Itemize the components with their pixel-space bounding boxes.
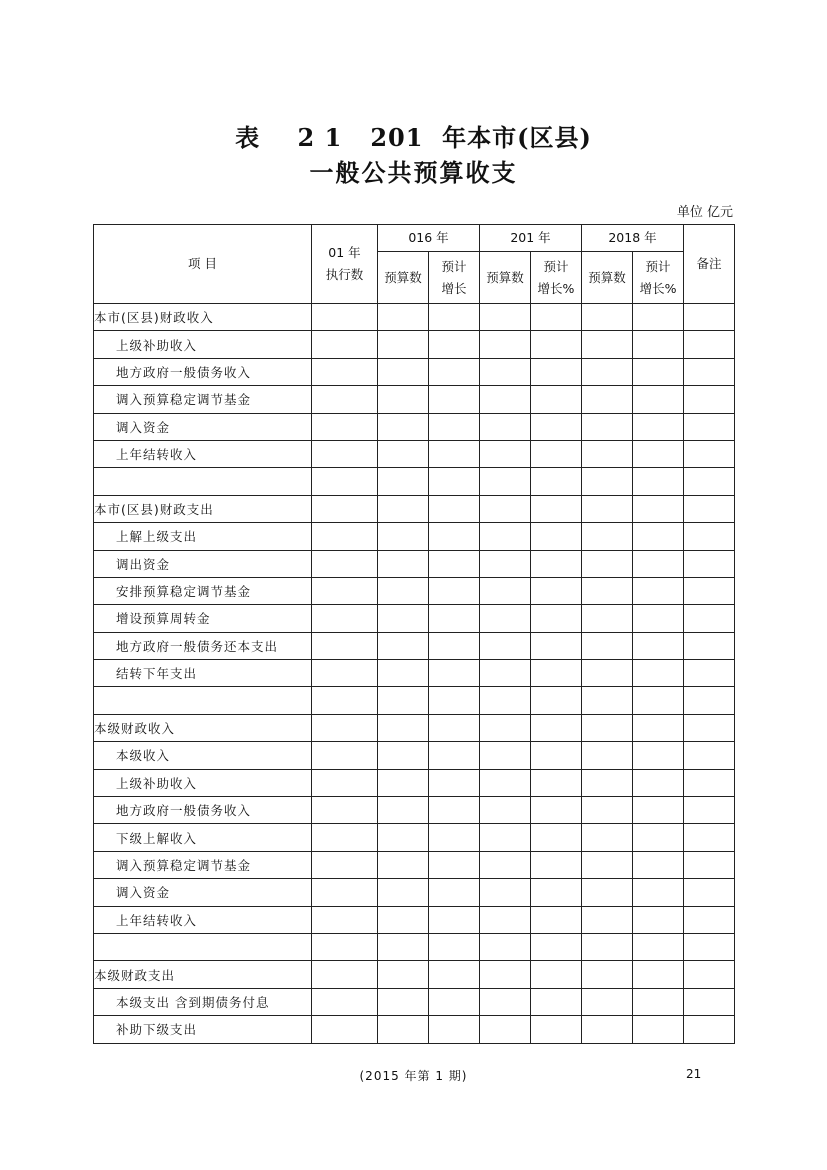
value-cell [429,358,480,385]
value-cell [429,714,480,741]
value-cell [312,797,378,824]
table-row [94,1016,735,1043]
value-cell [429,331,480,358]
value-cell [633,605,684,632]
value-cell [684,769,735,796]
header-item: 项 目 [94,225,312,304]
value-cell [480,577,531,604]
value-cell [684,577,735,604]
value-cell [480,906,531,933]
value-cell [684,906,735,933]
table-row [94,605,735,632]
value-cell [531,440,582,467]
value-cell [684,933,735,960]
value-cell [582,550,633,577]
value-cell [582,687,633,714]
value-cell [684,468,735,495]
value-cell [582,440,633,467]
table-row [94,714,735,741]
value-cell [429,304,480,331]
value-cell [582,797,633,824]
value-cell [531,660,582,687]
value-cell [531,906,582,933]
value-cell [531,988,582,1015]
value-cell [312,468,378,495]
table-row [94,933,735,960]
value-cell [480,550,531,577]
header-growth-2-line2: 增长% [537,280,575,296]
value-cell [312,331,378,358]
header-row-top [94,225,735,252]
value-cell [633,742,684,769]
value-cell [480,605,531,632]
page-number: 21 [686,1067,702,1081]
value-cell [633,851,684,878]
value-cell [378,468,429,495]
value-cell [480,386,531,413]
header-growth-1 [429,252,480,304]
table-row [94,577,735,604]
value-cell [684,550,735,577]
value-cell [633,331,684,358]
value-cell [312,523,378,550]
value-cell [582,961,633,988]
value-cell [312,742,378,769]
value-cell [531,1016,582,1043]
value-cell [582,523,633,550]
value-cell [582,331,633,358]
value-cell [684,440,735,467]
value-cell [531,304,582,331]
value-cell [378,851,429,878]
value-cell [312,824,378,851]
value-cell [480,495,531,522]
table-row [94,687,735,714]
value-cell [429,906,480,933]
value-cell [480,358,531,385]
value-cell [633,440,684,467]
table-row [94,386,735,413]
value-cell [582,1016,633,1043]
title-line-1: 表 2 1 201 年本市(区县) [235,123,592,152]
row-label: 本市(区县)财政收入 [94,304,312,331]
value-cell [633,824,684,851]
row-label: 本级收入 [94,742,312,769]
value-cell [378,714,429,741]
row-label: 上级补助收入 [94,331,312,358]
row-label [94,468,312,495]
value-cell [582,769,633,796]
value-cell [312,577,378,604]
value-cell [531,577,582,604]
value-cell [684,523,735,550]
value-cell [633,906,684,933]
value-cell [480,468,531,495]
value-cell [684,386,735,413]
value-cell [429,495,480,522]
value-cell [480,440,531,467]
table-row [94,523,735,550]
value-cell [429,468,480,495]
value-cell [531,879,582,906]
value-cell [480,879,531,906]
value-cell [531,769,582,796]
value-cell [531,632,582,659]
value-cell [312,386,378,413]
value-cell [429,386,480,413]
value-cell [429,1016,480,1043]
header-year-2: 201 年 [480,225,582,252]
value-cell [633,687,684,714]
value-cell [582,906,633,933]
value-cell [531,386,582,413]
table-row [94,961,735,988]
row-label: 本级财政收入 [94,714,312,741]
value-cell [531,605,582,632]
value-cell [312,440,378,467]
value-cell [312,687,378,714]
value-cell [684,632,735,659]
row-label: 下级上解收入 [94,824,312,851]
value-cell [378,440,429,467]
value-cell [480,331,531,358]
value-cell [531,933,582,960]
value-cell [378,769,429,796]
value-cell [582,605,633,632]
value-cell [633,413,684,440]
value-cell [378,550,429,577]
value-cell [582,824,633,851]
value-cell [429,687,480,714]
value-cell [378,988,429,1015]
value-cell [684,851,735,878]
value-cell [582,413,633,440]
value-cell [429,632,480,659]
value-cell [480,933,531,960]
value-cell [633,304,684,331]
value-cell [429,961,480,988]
row-label: 上级补助收入 [94,769,312,796]
value-cell [633,632,684,659]
value-cell [312,358,378,385]
value-cell [480,769,531,796]
value-cell [312,1016,378,1043]
value-cell [684,879,735,906]
value-cell [480,824,531,851]
row-label: 结转下年支出 [94,660,312,687]
value-cell [531,413,582,440]
table-row [94,797,735,824]
value-cell [684,358,735,385]
value-cell [378,879,429,906]
value-cell [582,468,633,495]
value-cell [312,769,378,796]
table-row [94,632,735,659]
value-cell [684,961,735,988]
value-cell [378,906,429,933]
value-cell [480,523,531,550]
value-cell [531,851,582,878]
value-cell [684,605,735,632]
table-row [94,550,735,577]
header-growth-1-line1: 预计 [441,258,467,274]
value-cell [684,1016,735,1043]
header-budget-3: 预算数 [582,252,633,304]
table-row [94,495,735,522]
value-cell [633,797,684,824]
value-cell [684,413,735,440]
value-cell [684,495,735,522]
value-cell [378,1016,429,1043]
value-cell [429,742,480,769]
value-cell [582,879,633,906]
value-cell [378,797,429,824]
value-cell [633,660,684,687]
value-cell [480,632,531,659]
value-cell [378,632,429,659]
value-cell [582,495,633,522]
value-cell [633,933,684,960]
value-cell [378,386,429,413]
value-cell [312,632,378,659]
value-cell [582,714,633,741]
value-cell [312,304,378,331]
value-cell [312,714,378,741]
value-cell [378,687,429,714]
value-cell [582,358,633,385]
table-row [94,988,735,1015]
value-cell [633,386,684,413]
table-row [94,413,735,440]
value-cell [312,988,378,1015]
value-cell [633,879,684,906]
value-cell [531,824,582,851]
value-cell [684,824,735,851]
table-row [94,851,735,878]
value-cell [480,1016,531,1043]
header-year-3: 2018 年 [582,225,684,252]
value-cell [480,660,531,687]
row-label: 增设预算周转金 [94,605,312,632]
value-cell [582,933,633,960]
table-row [94,769,735,796]
value-cell [480,988,531,1015]
value-cell [633,1016,684,1043]
value-cell [378,824,429,851]
value-cell [429,933,480,960]
value-cell [378,742,429,769]
header-exec-year: 01 年 [328,245,361,260]
value-cell [378,304,429,331]
table-row [94,331,735,358]
value-cell [633,550,684,577]
value-cell [531,468,582,495]
row-label: 补助下级支出 [94,1016,312,1043]
value-cell [429,605,480,632]
row-label: 调入资金 [94,879,312,906]
value-cell [582,742,633,769]
row-label: 调入预算稳定调节基金 [94,851,312,878]
value-cell [582,304,633,331]
value-cell [378,523,429,550]
value-cell [684,742,735,769]
value-cell [480,714,531,741]
value-cell [480,687,531,714]
value-cell [582,851,633,878]
header-growth-2 [531,252,582,304]
row-label: 地方政府一般债务还本支出 [94,632,312,659]
value-cell [378,660,429,687]
header-budget-1: 预算数 [378,252,429,304]
row-label: 本级支出 含到期债务付息 [94,988,312,1015]
header-growth-1-line2: 增长 [441,280,467,296]
value-cell [582,386,633,413]
unit-label: 单位 亿元 [676,205,733,220]
budget-table [93,224,735,1044]
value-cell [684,304,735,331]
header-exec-label: 执行数 [325,267,364,282]
value-cell [531,714,582,741]
header-remark: 备注 [684,225,735,304]
title-line-2: 一般公共预算收支 [309,158,518,187]
row-label: 本市(区县)财政支出 [94,495,312,522]
row-label: 调出资金 [94,550,312,577]
value-cell [378,413,429,440]
header-exec [312,225,378,304]
value-cell [312,906,378,933]
row-label: 上解上级支出 [94,523,312,550]
value-cell [312,660,378,687]
value-cell [684,714,735,741]
value-cell [378,577,429,604]
value-cell [684,331,735,358]
value-cell [480,413,531,440]
value-cell [312,961,378,988]
table-row [94,468,735,495]
value-cell [480,304,531,331]
value-cell [312,851,378,878]
value-cell [378,495,429,522]
value-cell [633,523,684,550]
value-cell [429,988,480,1015]
value-cell [684,687,735,714]
value-cell [582,988,633,1015]
header-growth-2-line1: 预计 [543,258,569,274]
value-cell [378,358,429,385]
value-cell [429,577,480,604]
value-cell [531,961,582,988]
value-cell [312,495,378,522]
value-cell [312,413,378,440]
table-row [94,440,735,467]
value-cell [480,961,531,988]
header-growth-3 [633,252,684,304]
header-year-1: 016 年 [378,225,480,252]
value-cell [684,988,735,1015]
row-label: 安排预算稳定调节基金 [94,577,312,604]
value-cell [531,331,582,358]
table-row [94,824,735,851]
table-body [94,304,735,1044]
value-cell [429,797,480,824]
value-cell [684,797,735,824]
row-label: 上年结转收入 [94,906,312,933]
value-cell [429,550,480,577]
value-cell [429,413,480,440]
header-growth-3-line2: 增长% [639,280,677,296]
value-cell [582,660,633,687]
value-cell [429,824,480,851]
value-cell [312,550,378,577]
row-label [94,687,312,714]
value-cell [531,550,582,577]
value-cell [633,769,684,796]
value-cell [378,933,429,960]
value-cell [531,495,582,522]
row-label: 调入资金 [94,413,312,440]
value-cell [378,961,429,988]
row-label: 地方政府一般债务收入 [94,797,312,824]
row-label [94,933,312,960]
value-cell [429,879,480,906]
value-cell [531,687,582,714]
value-cell [582,577,633,604]
value-cell [312,933,378,960]
value-cell [378,605,429,632]
value-cell [582,632,633,659]
value-cell [531,358,582,385]
header-growth-3-line1: 预计 [645,258,671,274]
header-budget-2: 预算数 [480,252,531,304]
table-row [94,906,735,933]
row-label: 调入预算稳定调节基金 [94,386,312,413]
value-cell [633,468,684,495]
table-row [94,358,735,385]
table-row [94,304,735,331]
value-cell [684,660,735,687]
value-cell [378,331,429,358]
footer-issue: (2015 年第 1 期) [359,1069,468,1083]
table-row [94,879,735,906]
value-cell [429,523,480,550]
value-cell [429,851,480,878]
value-cell [480,797,531,824]
value-cell [633,495,684,522]
value-cell [429,769,480,796]
value-cell [429,440,480,467]
table-row [94,660,735,687]
row-label: 地方政府一般债务收入 [94,358,312,385]
value-cell [633,358,684,385]
row-label: 上年结转收入 [94,440,312,467]
value-cell [429,660,480,687]
value-cell [312,605,378,632]
table-row [94,742,735,769]
value-cell [633,961,684,988]
value-cell [312,879,378,906]
value-cell [633,988,684,1015]
value-cell [531,523,582,550]
value-cell [531,742,582,769]
value-cell [480,851,531,878]
row-label: 本级财政支出 [94,961,312,988]
value-cell [633,714,684,741]
value-cell [531,797,582,824]
value-cell [480,742,531,769]
value-cell [633,577,684,604]
